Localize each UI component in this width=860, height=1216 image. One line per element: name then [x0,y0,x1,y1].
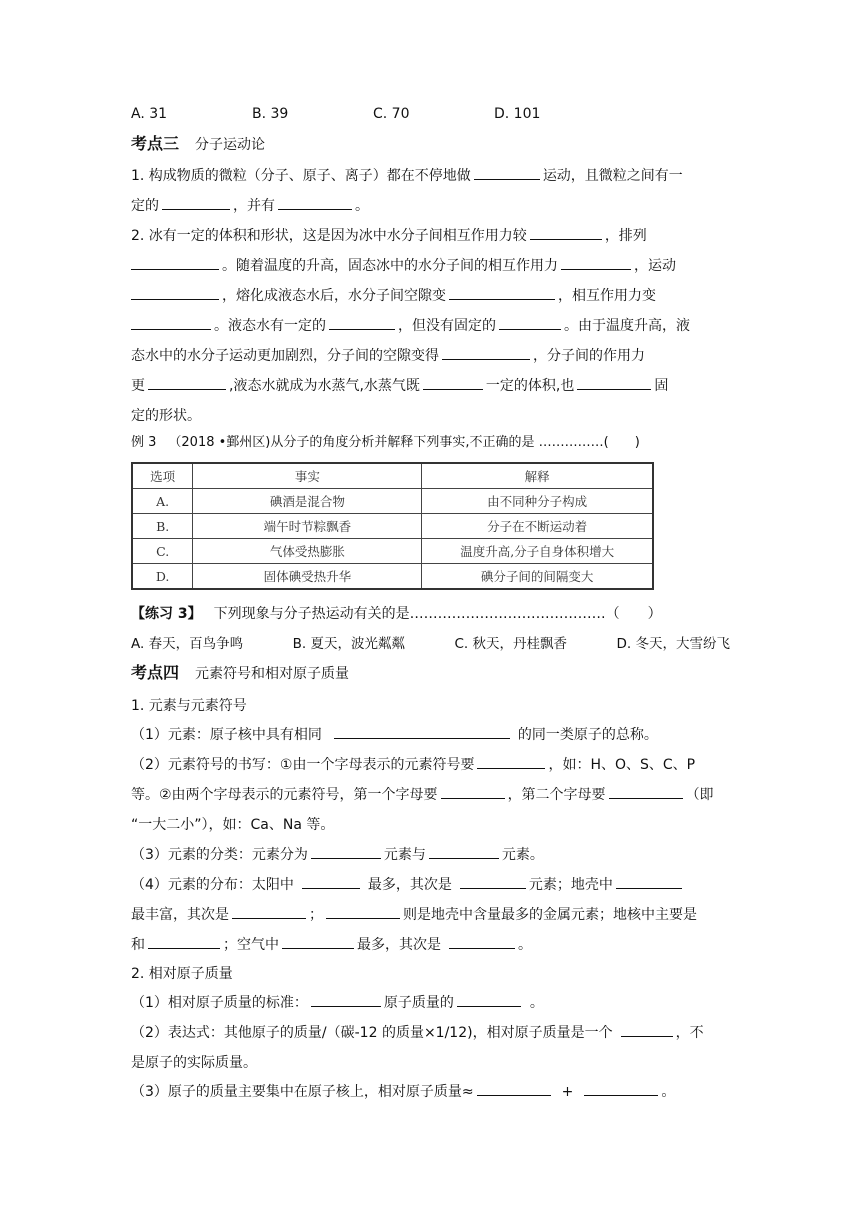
blank [326,904,400,919]
table-cell: 端午时节粽飘香 [193,514,422,539]
paragraph-line: 更 ,液态水就成为水蒸气,水蒸气既 一定的体积,也 固 [131,375,730,397]
table-cell: 温度升高,分子自身体积增大 [422,539,653,564]
paragraph-line: 最丰富，其次是 ； 则是地壳中含量最多的金属元素；地核中主要是 [131,904,730,926]
option-a: A. 春天，百鸟争鸣 [131,636,244,652]
blank [609,784,683,799]
table-cell: D. [132,564,193,590]
blank [282,934,354,949]
paragraph-line: 定的形状。 [131,408,201,424]
paragraph-line: 是原子的实际质量。 [131,1055,257,1071]
example-label: 例 3 [131,435,157,450]
example-text: （2018 •鄞州区)从分子的角度分析并解释下列事实,不正确的是 ……………( ) [168,435,640,450]
option-c: C. 70 [373,106,410,122]
blank [457,992,521,1007]
blank [148,934,220,949]
table-row [132,514,653,539]
previous-options [131,103,540,125]
blank [460,874,526,889]
blank [329,315,395,330]
table-cell: B. [132,514,193,539]
blank [302,874,360,889]
table-header: 事实 [193,463,422,489]
option-b: B. 夏天，波光粼粼 [292,636,405,652]
paragraph-line: （2）表达式：其他原子的质量/（碳-12 的质量×1/12)，相对原子质量是一个 ，不 [131,1022,730,1044]
option-c: C. 秋天，丹桂飘香 [454,636,567,652]
example-3-question [131,432,640,454]
blank [131,285,219,300]
blank [621,1022,673,1037]
table-cell: 气体受热膨胀 [193,539,422,564]
section-topic: 元素符号和相对原子质量 [195,666,350,682]
blank [441,784,505,799]
table-cell: 碘酒是混合物 [193,489,422,514]
practice-3-question [131,603,662,625]
table-cell: 固体碘受热升华 [193,564,422,590]
paragraph-line: 等。②由两个字母表示的元素符号，第一个字母要 ，第二个字母要 （即 [131,784,730,806]
blank [311,844,381,859]
section-heading-4 [131,662,349,685]
table-row [132,489,653,514]
paragraph-line: ，熔化成液态水后，水分子间空隙变 ，相互作用力变 [131,285,730,307]
section-title: 考点四 [131,663,180,682]
subsection-title: 1. 元素与元素符号 [131,698,247,714]
blank [474,165,540,180]
table-row [132,539,653,564]
table-cell: 碘分子间的间隔变大 [422,564,653,590]
table-cell: C. [132,539,193,564]
table-header: 选项 [132,463,193,489]
paragraph-line: （3）元素的分类：元素分为 元素与 元素。 [131,844,544,866]
blank [577,375,651,390]
paragraph-line: 定的 ，并有 。 [131,195,369,217]
option-a: A. 31 [131,106,168,122]
paragraph-line: 态水中的水分子运动更加剧烈，分子间的空隙变得 ，分子间的作用力 [131,345,730,367]
blank [477,1081,551,1096]
section-heading-3 [131,133,265,156]
example-3-table [131,462,654,590]
section-topic: 分子运动论 [195,137,266,153]
blank [162,195,230,210]
subsection-title: 2. 相对原子质量 [131,966,233,982]
option-d: D. 101 [494,106,541,122]
paragraph-line: 。随着温度的升高，固态冰中的水分子间的相互作用力 ，运动 [131,255,730,277]
table-header: 解释 [422,463,653,489]
paragraph-line: “一大二小”），如：Ca、Na 等。 [131,817,335,833]
blank [429,844,499,859]
blank [148,375,226,390]
paragraph-line: 和 ；空气中 最多，其次是 。 [131,934,532,956]
blank [584,1081,658,1096]
paragraph-line: （4）元素的分布：太阳中 最多，其次是 元素；地壳中 [131,874,685,896]
blank [278,195,352,210]
blank [449,934,515,949]
table-cell: 分子在不断运动着 [422,514,653,539]
blank [449,285,555,300]
paragraph-line: （1）元素：原子核中具有相同 的同一类原子的总称。 [131,724,658,746]
blank [131,255,219,270]
table-row [132,564,653,590]
blank [530,225,602,240]
option-b: B. 39 [252,106,289,122]
option-d: D. 冬天，大雪纷飞 [616,636,730,652]
paragraph-line: （3）原子的质量主要集中在原子核上，相对原子质量≈ + 。 [131,1081,675,1103]
blank [442,345,530,360]
paragraph-line: 。液态水有一定的 ，但没有固定的 。由于温度升高，液 [131,315,730,337]
practice-3-options [131,633,730,655]
paragraph-line: （1）相对原子质量的标准： 原子质量的 。 [131,992,544,1014]
blank [423,375,483,390]
section-title: 考点三 [131,134,180,153]
blank [334,724,510,739]
paragraph-line: 2. 冰有一定的体积和形状，这是因为冰中水分子间相互作用力较 ，排列 [131,225,730,247]
blank [311,992,381,1007]
blank [561,255,631,270]
paragraph-line: （2）元素符号的书写：①由一个字母表示的元素符号要 ，如：H、O、S、C、P [131,754,730,776]
table-cell: 由不同种分子构成 [422,489,653,514]
paragraph-line: 1. 构成物质的微粒（分子、原子、离子）都在不停地做 运动，且微粒之间有一 [131,165,730,187]
practice-label: 【练习 3】 [131,606,202,622]
blank [131,315,211,330]
table-cell: A. [132,489,193,514]
blank [499,315,561,330]
practice-text: 下列现象与分子热运动有关的是……………………………………（ ） [213,606,662,622]
blank [477,754,545,769]
table-header-row [132,463,653,489]
blank [616,874,682,889]
blank [232,904,306,919]
